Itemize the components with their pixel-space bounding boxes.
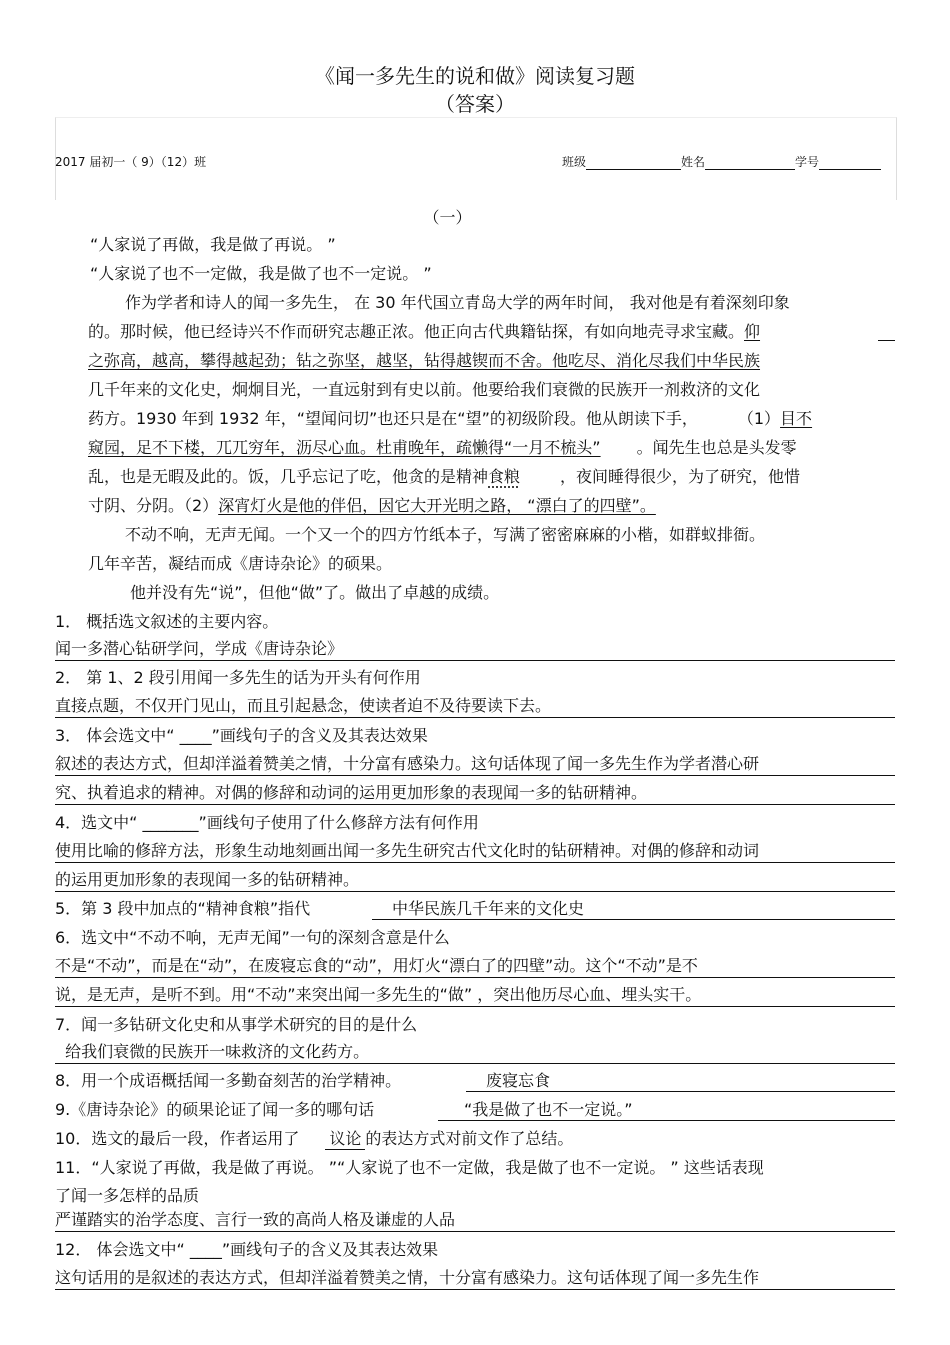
answer-1: 闻一多潜心钻研学问，学成《唐诗杂论》 [55,639,895,661]
answer-2: 直接点题，不仅开门见山，而且引起悬念，使读者迫不及待要读下去。 [55,696,895,718]
question-1: 1． 概括选文叙述的主要内容。 [55,612,279,631]
quote-line-1: “人家说了再做，我是做了再说。 ” [90,235,336,254]
underlined-sentence-2: 深宵灯火是他的伴侣，因它大开光明之路， “漂白了的四壁”。 [218,496,656,515]
question-text-tail: 的表达方式对前文作了总结。 [365,1129,574,1148]
answer-3-line-1: 叙述的表达方式，但却洋溢着赞美之情，十分富有感染力。这句话体现了闻一多先生作为学者潜心研 [55,754,895,776]
answer-11: 严谨踏实的治学态度、言行一致的高尚人格及谦虚的人品 [55,1210,895,1232]
passage-text: 的。那时候，他已经诗兴不作而研究志趣正浓。他正向古代典籍钻探，有如向地壳寻求宝藏。 [88,322,745,341]
quote-line-2: “人家说了也不一定做，我是做了也不一定说。 ” [90,264,432,283]
underlined-sentence-1: 窥园，足不下楼，兀兀穷年，沥尽心血。杜甫晚年，疏懒得“一月不梳头” [88,438,601,457]
question-10 [55,1129,573,1150]
answer-9: “我是做了也不一定说。” [438,1100,895,1121]
passage-text: 乱，也是无暇及此的。饭，几乎忘记了吃，他贪的是精神 [88,467,489,486]
class-label: 班级 [562,155,587,169]
question-11-cont: 了闻一多怎样的品质 [55,1186,200,1205]
page-title: 《闻一多先生的说和做》阅读复习题 [315,64,635,88]
question-12: 12． 体会选文中“ ____”画线句子的含义及其表达效果 [55,1240,439,1259]
id-blank[interactable] [819,157,881,170]
page-subtitle: （答案） [435,92,515,116]
passage-line: 他并没有先“说”，但他“做”了。做出了卓越的成绩。 [130,583,500,602]
question-7: 7．闻一多钻研文化史和从事学术研究的目的是什么 [55,1015,418,1034]
answer-6-line-1: 不是“不动”，而是在“动”，在废寝忘食的“动”，用灯火“漂白了的四壁”动。这个“不动”是不 [55,956,895,978]
id-label: 学号 [795,155,820,169]
dotted-phrase: 食粮 [488,467,521,486]
answer-4-line-2: 的运用更加形象的表现闻一多的钻研精神。 [55,870,895,892]
passage-text: 药方。1930 年到 1932 年，“望闻问切”也还只是在“望”的初级阶段。他从朗读下手， [88,409,698,428]
name-label: 姓名 [681,155,706,169]
answer-3-line-2: 究、执着追求的精神。对偶的修辞和动词的运用更加形象的表现闻一多的钻研精神。 [55,783,895,805]
underline-stub [878,340,895,341]
underlined-sentence: 之弥高，越高，攀得越起劲；钻之弥坚，越坚，钻得越锲而不舍。他吃尽、消化尽我们中华民族 [88,351,761,370]
passage-line [88,409,812,429]
passage-line: 不动不响，无声无闻。一个又一个的四方竹纸本子，写满了密密麻麻的小楷，如群蚁排衙。 [125,525,766,544]
passage-line: 几千年来的文化史，炯炯目光，一直远射到有史以前。他要给我们衰微的民族开一剂救济的文化 [88,380,761,399]
passage-line [88,496,656,516]
question-text: 5．第 3 段中加点的“精神食粮”指代 [55,899,311,918]
question-5 [55,899,310,919]
answer-10: 议论 [325,1129,365,1150]
question-2: 2． 第 1、2 段引用闻一多先生的话为开头有何作用 [55,668,421,687]
answer-6-line-2: 说，是无声，是听不到。用“不动”来突出闻一多先生的“做” ，突出他历尽心血、埋头实干。 [55,985,895,1007]
question-3: 3． 体会选文中“ ____”画线句子的含义及其表达效果 [55,726,428,745]
class-info: 2017 届初一（ 9）（12）班 [55,155,207,169]
marker-2: 寸阴、分阴。（2） [88,496,219,515]
question-6: 6．选文中“不动不响，无声无闻”一句的深刻含意是什么 [55,928,450,947]
passage-line [88,322,760,342]
answer-4-line-1: 使用比喻的修辞方法，形象生动地刻画出闻一多先生研究古代文化时的钻研精神。对偶的修辞和动词 [55,841,895,863]
passage-text: 。闻先生也总是头发零 [636,438,797,457]
answer-12-line-1: 这句话用的是叙述的表达方式，但却洋溢着赞美之情，十分富有感染力。这句话体现了闻一多先生作 [55,1268,895,1290]
passage-line: 作为学者和诗人的闻一多先生， 在 30 年代国立青岛大学的两年时间， 我对他是有着深刻印象 [125,293,790,312]
answer-7: 给我们衰微的民族开一味救济的文化药方。 [55,1042,895,1064]
student-info-fields [562,153,881,170]
marker-1: （1） [737,409,781,428]
class-blank[interactable] [586,157,681,170]
answer-5: 中华民族几千年来的文化史 [372,899,895,920]
question-11: 11．“人家说了再做，我是做了再说。 ”“人家说了也不一定做，我是做了也不一定说。 ” 这些话表现 [55,1158,764,1177]
passage-line [88,438,797,458]
question-9: 9.《唐诗杂论》的硕果论证了闻一多的哪句话 [55,1100,375,1119]
section-heading: （一） [423,208,472,227]
passage-line: 几年辛苦，凝结而成《唐诗杂论》的硕果。 [88,554,393,573]
underlined-sentence-start: 仰 [744,322,761,341]
passage-line [88,467,800,487]
question-4: 4．选文中“ _______”画线句子使用了什么修辞方法有何作用 [55,813,479,832]
underlined-sentence-1: 目不 [780,409,813,428]
question-8: 8．用一个成语概括闻一多勤奋刻苦的治学精神。 [55,1071,402,1090]
passage-text: ，夜间睡得很少，为了研究，他惜 [560,467,801,486]
answer-8: 废寝忘食 [466,1071,895,1092]
question-text: 10．选文的最后一段，作者运用了 [55,1129,300,1148]
name-blank[interactable] [705,157,795,170]
